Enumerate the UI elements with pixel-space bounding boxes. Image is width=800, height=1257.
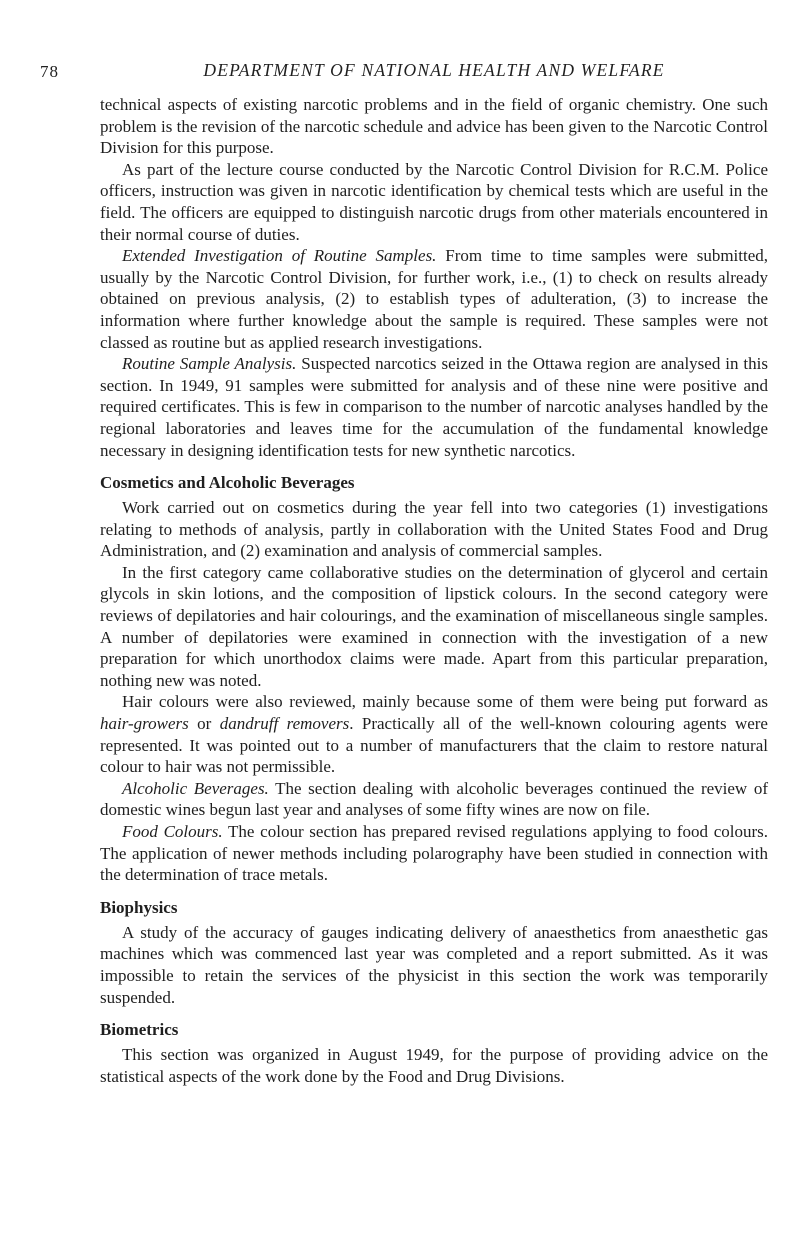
paragraph-7-text-c: . Practically all of the well-known colouring agents were represented. It was pointed out to a number of manufacturers that the claim to restore natural colour to hair was not permissible. [100, 714, 768, 777]
page-number: 78 [40, 62, 59, 81]
paragraph-9-text: The colour section has prepared revised regulations applying to food colours. The application of newer methods including polarography have been studied in connection with the determination of trace metals. [100, 822, 768, 885]
term-hair-growers: hair-growers [100, 714, 189, 734]
run-in-heading-routine-sample-analysis: Routine Sample Analysis. [122, 354, 297, 374]
page [40, 60, 769, 1087]
run-in-heading-extended-investigation: Extended Investigation of Routine Samples. [122, 246, 437, 266]
paragraph-11: This section was organized in August 1949, for the purpose of providing advice on the statistical aspects of the work done by the Food and Drug Divisions. [100, 1045, 768, 1086]
run-in-heading-alcoholic-beverages: Alcoholic Beverages. [122, 778, 269, 798]
term-dandruff-removers: dandruff removers [219, 714, 350, 734]
paragraph-7 [100, 691, 768, 777]
running-title: DEPARTMENT OF NATIONAL HEALTH AND WELFARE [203, 60, 665, 80]
section-heading-cosmetics: Cosmetics and Alcoholic Beverages [100, 473, 355, 493]
paragraph-4 [100, 353, 768, 461]
paragraph-3-text: From time to time samples were submitted, usually by the Narcotic Control Division, for further work, i.e., (1) to check on results already obtained on previous analysis, (2) to establish types of adulteration, (3) to increase the information where further knowledge about the sample is required. These samples were not classed as routine but as applied research investigations. [100, 246, 769, 352]
paragraph-5: Work carried out on cosmetics during the year fell into two categories (1) investigations relating to methods of analysis, partly in collaboration with the United States Food and Drug Administration, and (2) examination and analysis of commercial samples. [100, 498, 768, 561]
paragraph-7-text-a: Hair colours were also reviewed, mainly because some of them were being put forward as [122, 692, 768, 712]
section-heading-biophysics: Biophysics [100, 897, 178, 917]
paragraph-3 [100, 245, 768, 353]
paragraph-9 [100, 821, 768, 886]
paragraph-4-text: Suspected narcotics seized in the Ottawa region are analysed in this section. In 1949, 91 samples were submitted for analysis and of these nine were positive and required certificates. This is few in comparison to the number of narcotic analyses handled by the regional laboratories and leaves time for the accumulation of the fundamental knowledge necessary in designing identification tests for new synthetic narcotics. [100, 354, 768, 460]
running-header [40, 60, 768, 94]
paragraph-1: technical aspects of existing narcotic problems and in the field of organic chemistry. One such problem is the revision of the narcotic schedule and advice has been given to the Narcotic Control Division for this purpose. [100, 95, 768, 158]
paragraph-2: As part of the lecture course conducted by the Narcotic Control Division for R.C.M. Police officers, instruction was given in narcotic identification by chemical tests which are useful in the field. The officers are equipped to distinguish narcotic drugs from other materials encountered in their normal course of duties. [100, 159, 768, 244]
paragraph-8 [100, 778, 768, 821]
run-in-heading-food-colours: Food Colours. [122, 822, 223, 841]
section-heading-biometrics: Biometrics [100, 1020, 179, 1040]
paragraph-8-text: The section dealing with alcoholic beverages continued the review of domestic wines begun last year and analyses of some fifty wines are now on file. [100, 778, 768, 820]
paragraph-10: A study of the accuracy of gauges indicating delivery of anaesthetics from anaesthetic gas machines which was commenced last year was completed and a report submitted. As it was impossible to retain the services of the physicist in this section the work was temporarily suspended. [100, 922, 768, 1007]
paragraph-6: In the first category came collaborative studies on the determination of glycerol and certain glycols in skin lotions, and the composition of lipstick colours. In the second category were reviews of depilatories and hair colourings, and the examination of miscellaneous single samples. A number of depilatories were examined in connection with the investigation of a new preparation for which unorthodox claims were made. Apart from this particular preparation, nothing new was noted. [100, 562, 768, 690]
paragraph-7-text-b: or [188, 714, 220, 734]
